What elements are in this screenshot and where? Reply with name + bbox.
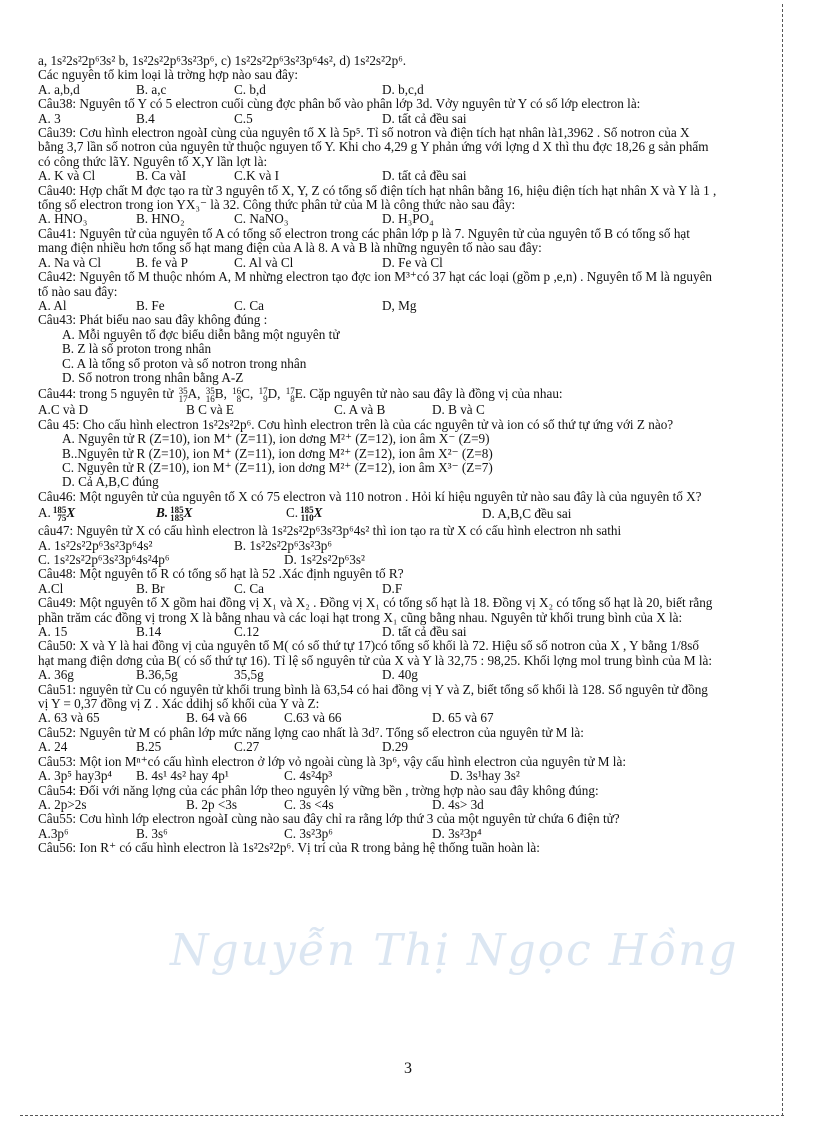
option: B. 3s⁶ <box>136 825 168 841</box>
option: B. 185 185X <box>156 505 193 524</box>
q37-choices-line: a, 1s²2s²2p⁶3s² b, 1s²2s²2p⁶3s²3p⁶, c) 1s²2s²2p⁶3s²3p⁶4s², d) 1s²2s²2p⁶. <box>38 54 407 68</box>
q53-question: Câu53: Một ion Mⁿ⁺có cấu hình electron ở lớp vỏ ngoài cùng là 3p⁶, vậy cấu hình electron của nguyên tử M là: <box>38 753 626 769</box>
q46-question: Câu46: Một nguyên tử của nguyên tố X có 75 electron và 110 notron . Hỏi kí hiệu nguyên tử nào sau đây là của nguyên tố X? <box>38 488 702 504</box>
option: A. Al <box>38 297 67 313</box>
q44-tail: Cặp nguyên tử nào sau đây là đồng vị của nhau: <box>309 387 563 402</box>
q48-options <box>38 582 718 596</box>
option: B.14 <box>136 624 162 640</box>
q55-question: Câu55: Cơu hình lớp electron ngoàI cùng nào sau đây chỉ ra rằng lớp thứ 3 của một nguyên tử chứa 6 điện tử? <box>38 811 620 827</box>
q56-question: Câu56: Ion R⁺ có cấu hình electron là 1s²2s²2p⁶. Vị trí của R trong bảng hệ thống tuần hoàn là: <box>38 841 540 856</box>
page-number: 3 <box>404 1060 412 1077</box>
option: D. b,c,d <box>382 81 424 97</box>
option: D. tất cả đều sai <box>382 110 467 126</box>
option: A. HNO₃ <box>38 211 88 227</box>
q55-options <box>38 827 718 841</box>
option: D. 65 và 67 <box>432 710 494 726</box>
option: C. NaNO₃ <box>234 211 289 227</box>
option: A. 24 <box>38 739 68 755</box>
isotope-symbol: 185 110 <box>300 505 314 524</box>
option: B.36,5g <box>136 667 178 683</box>
option: D. tất cả đều sai <box>382 168 467 184</box>
option: A. 1s²2s²2p⁶3s²3p⁶4s² <box>38 537 153 553</box>
q47-options-row2 <box>38 553 718 567</box>
q51-options <box>38 711 718 725</box>
option: D.29 <box>382 739 409 755</box>
q50-question: Câu50: X và Y là hai đồng vị của nguyên tố M( có số thứ tự 17)có tổng số khối là 72. Hiệu số số notron của X , Y bằng 1/8số hạt mang điện dơng của B( có số thứ tự 16). Tỉ lệ số nguyên tử của X và Y là 32,75 : 98,25. Khối lợng mol trung bình của M là: <box>38 638 713 668</box>
q40-question: Câu40: Hợp chất M đợc tạo ra từ 3 nguyên tố X, Y, Z có tổng số điện tích hạt nhân bằng 16, hiệu điện tích hạt nhân X và Y là 1 , tổng số electron trong ion YX₃⁻ là 32. Công thức phân tử của M là công thức nào sau đây: <box>38 182 717 213</box>
q54-question: Câu54: Đối với năng lợng của các phân lớp theo nguyên lý vững bền , trờng hợp nào sau đây không đúng: <box>38 782 599 798</box>
q39-question: Câu39: Cơu hình electron ngoàI cùng của nguyên tố X là 5p⁵. Tỉ số notron và điện tích hạt nhân là1,3962 . Số notron của X bằng 3,7 lần số notron của nguyên tử thuộc nguyen tố Y. Khi cho 4,29 g Y phản ứng với lợng d X thì thu đợc 18,26 g sản phẩm có công thức lãY. Nguyên tố X,Y lần lợt là: <box>38 125 709 169</box>
q39-options <box>38 169 718 183</box>
option: D. 4s> 3d <box>432 796 484 812</box>
option: D. Fe và Cl <box>382 254 443 270</box>
option: A.3p⁶ <box>38 825 69 841</box>
option: A.Cl <box>38 580 64 596</box>
option: C. Al và Cl <box>234 254 294 270</box>
q43-question: Câu43: Phát biểu nao sau đây không đúng : <box>38 313 268 328</box>
option: D. 3s²3p⁴ <box>432 825 482 841</box>
q53-options <box>38 769 718 783</box>
option: D. H₃PO₄ <box>382 211 434 227</box>
option: A.C và D <box>38 402 89 418</box>
q41-options <box>38 256 718 270</box>
mass-number: 35 <box>205 387 215 397</box>
isotope-symbol <box>206 387 215 403</box>
option: A. Na và Cl <box>38 254 101 270</box>
option: C.63 và 66 <box>284 710 342 726</box>
q48-question: Câu48: Một nguyên tố R có tổng số hạt là 52 .Xác định nguyên tố R? <box>38 567 404 582</box>
q52-options <box>38 740 718 754</box>
q49-options <box>38 625 718 639</box>
option: A. 185 75X <box>38 505 76 524</box>
q42-options <box>38 299 718 313</box>
option: A. K và Cl <box>38 168 96 184</box>
option: B.4 <box>136 110 155 126</box>
q38-question: Câu38: Nguyên tố Y có 5 electron cuối cùng đợc phân bố vào phân lớp 3d. Vởy nguyên tử Y có số lớp electron là: <box>38 96 641 112</box>
page-border-right <box>782 4 783 1116</box>
option: D. A,B,C đều sai <box>482 505 572 521</box>
q52-question: Câu52: Nguyên tử M có phân lớp mức năng lợng cao nhất là 3d⁷. Tổng số electron của nguyên tử M là: <box>38 724 584 740</box>
q42-question: Câu42: Nguyên tố M thuộc nhóm A, M nhừng electron tạo đợc ion M³⁺có 37 hạt các loại (gồm p ,e,n) . Nguyên tố M là nguyên tố nào sau đây: <box>38 269 713 299</box>
q41-question: Câu41: Nguyên tử của nguyên tố A có tổng số electron trong các phân lớp p là 7. Nguyên tử của nguyên tố B có tổng số hạt mang điện nhiều hơn tổng số hạt mang điện của A là 8. A và B là những nguyên tố nào sau đây: <box>38 225 690 256</box>
q43-item: C. A là tổng số proton và số notron trong nhân <box>62 356 307 371</box>
isotope-letter: B, <box>214 387 227 402</box>
option: D. 1s²2s²2p⁶3s² <box>284 552 365 567</box>
option: D.F <box>382 580 403 596</box>
option: C.12 <box>234 624 260 640</box>
option: D. tất cả đều sai <box>382 624 467 640</box>
q37-options <box>38 83 718 97</box>
q45-item: A. Nguyên tử R (Z=10), ion M⁺ (Z=11), ion dơng M²⁺ (Z=12), ion âm X⁻ (Z=9) <box>62 432 490 447</box>
q38-options <box>38 112 718 126</box>
atomic-number: 8 <box>290 394 295 404</box>
isotope-letter: C, <box>241 387 254 402</box>
q43-item: B. Z là số proton trong nhân <box>62 342 212 357</box>
option: B. HNO₂ <box>136 211 185 227</box>
isotope-letter: D, <box>267 387 281 402</box>
option: B. Ca vàI <box>136 168 187 184</box>
q45-item: B..Nguyên tử R (Z=10), ion M⁺ (Z=11), ion dơng M²⁺ (Z=12), ion âm X²⁻ (Z=8) <box>62 446 493 461</box>
option: C. 185 110X <box>286 505 323 524</box>
q44-options <box>38 403 718 417</box>
isotope-symbol <box>232 387 241 403</box>
option: 35,5g <box>234 667 264 683</box>
option: C. b,d <box>234 81 266 97</box>
option: D. 40g <box>382 667 418 683</box>
q49-question: Câu49: Một nguyên tố X gồm hai đồng vị X₁ và X₂ . Đồng vị X₁ có tổng số hạt là 18. Đồng vị X₂ có tổng số hạt là 20, biết rằng phần trăm các đồng vị trong X là bằng nhau và các loại hạt trong X₁ cũng bằng nhau. Nguyên tử khối trung bình của X là: <box>38 595 713 625</box>
q47-question: câu47: Nguyên tử X có cấu hình electron là 1s²2s²2p⁶3s²3p⁶4s² thì ion tạo ra từ X có cấu hình electron nh sathi <box>38 523 622 539</box>
option: A. 3p⁵ hay3p⁴ <box>38 768 113 784</box>
option: B.25 <box>136 739 162 755</box>
isotope-symbol <box>286 387 295 403</box>
option: C.K và I <box>234 168 280 184</box>
option: A. 2p>2s <box>38 796 87 812</box>
isotope-letter: E. <box>294 387 307 402</box>
q50-options <box>38 668 718 682</box>
atomic-number: 17 <box>178 394 188 404</box>
option: D. B và C <box>432 402 485 418</box>
isotope-symbol: 185 185 <box>170 505 184 524</box>
option: C. 1s²2s²2p⁶3s²3p⁶4s²4p⁶ <box>38 552 170 567</box>
option: B C và E <box>186 402 234 418</box>
option: A. 63 và 65 <box>38 710 100 726</box>
mass-number: 35 <box>178 387 188 397</box>
q40-options <box>38 212 718 226</box>
option: B. a,c <box>136 81 167 97</box>
exam-content <box>38 54 718 856</box>
option: C. 4s²4p³ <box>284 768 333 784</box>
option: A. 15 <box>38 624 68 640</box>
q51-question: Câu51: nguyên tử Cu có nguyên tử khối trung bình là 63,54 có hai đồng vị Y và Z, biết tổng số khối là 128. Số nguyên tử đồng vị Y = 0,37 đồng vị Z . Xác ddihj số khối của Y và Z: <box>38 681 708 712</box>
q44-lead: Câu44: trong 5 nguyên tử <box>38 387 174 402</box>
q44-question <box>38 387 718 403</box>
option: C.5 <box>234 110 253 126</box>
atomic-number: 8 <box>236 394 242 404</box>
option: D. 3s¹hay 3s² <box>450 768 520 784</box>
option: C. A và B <box>334 402 386 418</box>
option: C. 3s <4s <box>284 796 334 812</box>
watermark-text: Nguyễn Thị Ngọc Hồng <box>170 925 739 976</box>
option: B. 64 và 66 <box>186 710 247 726</box>
option: C.27 <box>234 739 260 755</box>
option: B. Br <box>136 580 165 596</box>
option: C. 3s²3p⁶ <box>284 825 333 841</box>
option: C. Ca <box>234 297 265 313</box>
isotope-symbol <box>179 387 188 403</box>
mass-number: 17 <box>258 387 268 397</box>
q47-options-row1 <box>38 539 718 553</box>
option: B. fe và P <box>136 254 189 270</box>
isotope-symbol: 185 75 <box>52 505 67 524</box>
atomic-number: 9 <box>263 394 268 404</box>
q43-item: A. Mỗi nguyên tố đợc biểu diễn bằng một nguyên tử <box>62 327 340 342</box>
q43-item: D. Số notron trong nhân bằng A-Z <box>62 370 244 385</box>
page-border-bottom <box>20 1115 784 1116</box>
q45-item: D. Cả A,B,C đúng <box>62 475 159 490</box>
q45-item: C. Nguyên tử R (Z=10), ion M⁺ (Z=11), ion dơng M²⁺ (Z=12), ion âm X³⁻ (Z=7) <box>62 460 493 475</box>
option: C. Ca <box>234 580 265 596</box>
option: A. a,b,d <box>38 81 80 97</box>
mass-number: 17 <box>285 387 295 397</box>
option: A. 36g <box>38 667 74 683</box>
mass-number: 16 <box>232 387 242 397</box>
option: B. 2p <3s <box>186 796 238 812</box>
option: B. 1s²2s²2p⁶3s²3p⁶ <box>234 537 332 553</box>
option: A. 3 <box>38 110 61 126</box>
option: D, Mg <box>382 297 417 313</box>
isotope-letter: A, <box>187 387 201 402</box>
option: B. 4s¹ 4s² hay 4p¹ <box>136 768 229 784</box>
option: B. Fe <box>136 297 165 313</box>
atomic-number: 16 <box>205 394 215 404</box>
q46-options <box>38 504 718 524</box>
q54-options <box>38 798 718 812</box>
q45-question: Câu 45: Cho cấu hình electron 1s²2s²2p⁶. Cơu hình electron trên là của các nguyên tử và ion có số thứ tự ứng với Z nào? <box>38 416 674 432</box>
q37-question: Các nguyên tố kim loại là trờng hợp nào sau đây: <box>38 68 299 83</box>
isotope-symbol <box>259 387 268 403</box>
